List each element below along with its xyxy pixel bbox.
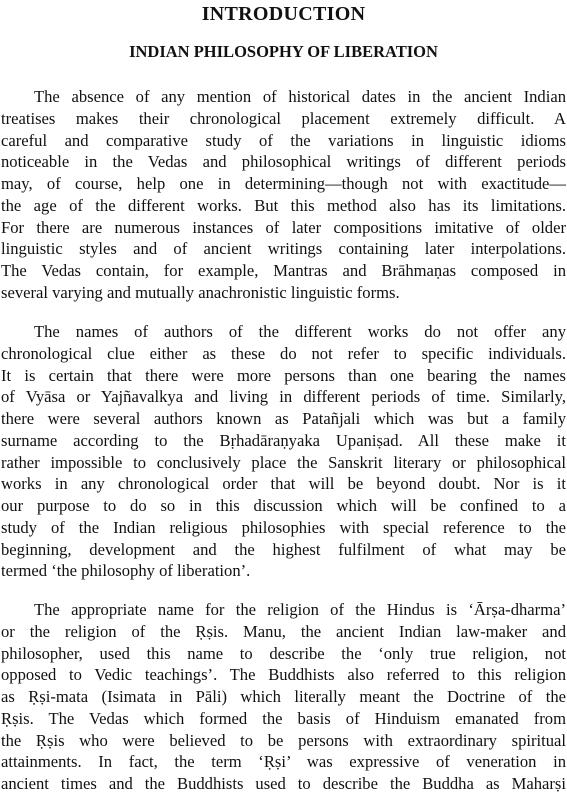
text-line: careful and comparative study of the variations in linguistic idioms	[1, 130, 566, 150]
text-line: rather impossible to conclusively place the Sanskrit literary or philosophical	[1, 452, 566, 472]
text-line: It is certain that there were more persons than one bearing the names	[1, 365, 566, 385]
text-line: For there are numerous instances of later compositions imitative of older	[1, 217, 566, 237]
paragraph-2	[0, 321, 567, 582]
text-line: or the religion of the Ṛṣis. Manu, the ancient Indian law-maker and	[1, 621, 566, 641]
text-line: termed ‘the philosophy of liberation’.	[1, 561, 251, 581]
text-line: there were several authors known as Patañjali which was but a family	[1, 409, 566, 428]
text-line: philosopher, used this name to describe the ‘only true religion, not	[1, 643, 566, 663]
text-line: linguistic styles and of ancient writings containing later interpolations.	[1, 239, 566, 259]
section-title: INDIAN PHILOSOPHY OF LIBERATION	[129, 42, 438, 61]
text-line: as Ṛṣi-mata (Isimata in Pāli) which literally meant the Doctrine of the	[1, 687, 566, 706]
text-line: chronological clue either as these do not refer to specific individuals.	[1, 343, 566, 363]
chapter-title: INTRODUCTION	[201, 3, 366, 25]
text-line: The Vedas contain, for example, Mantras and Brāhmaṇas composed in	[1, 261, 566, 280]
text-line: several varying and mutually anachronistic linguistic forms.	[1, 282, 400, 302]
text-line: treatises makes their chronological placement extremely difficult. A	[1, 108, 566, 128]
text-line: ancient times and the Buddhists used to describe the Buddha as Maharṣi	[1, 774, 566, 793]
text-line: may, of course, help one in determining—though not with exactitude—	[1, 174, 566, 193]
text-line: Ṛṣis. The Vedas which formed the basis of Hinduism emanated from	[1, 708, 566, 728]
text-line: The absence of any mention of historical dates in the ancient Indian	[34, 87, 566, 106]
text-line: beginning, development and the highest fulfilment of what may be	[1, 539, 566, 559]
text-line: of Vyāsa or Yajñavalkya and living in different periods of time. Similarly,	[1, 387, 566, 407]
paragraph-3	[0, 599, 567, 795]
text-line: attainments. In fact, the term ‘Ṛṣi’ was expressive of veneration in	[1, 752, 566, 772]
text-line: the Ṛṣis who were believed to be persons with extraordinary spiritual	[1, 730, 566, 750]
text-line: study of the Indian religious philosophies with special reference to the	[1, 517, 566, 537]
text-line: surname according to the Bṛhadāraṇyaka Upaniṣad. All these make it	[1, 430, 566, 450]
text-line: the age of the different works. But this method also has its limitations.	[1, 195, 566, 215]
text-line: works in any chronological order that will be beyond doubt. Nor is it	[1, 474, 566, 494]
text-line: opposed to Vedic teachings’. The Buddhists also referred to this religion	[1, 665, 566, 685]
text-line: The appropriate name for the religion of the Hindus is ‘Ārṣa-dharma’	[34, 600, 566, 619]
paragraph-1	[0, 86, 567, 304]
text-line: noticeable in the Vedas and philosophical writings of different periods	[1, 152, 566, 172]
text-line: The names of authors of the different works do not offer any	[34, 322, 566, 341]
text-line: our purpose to do so in this discussion which will be confined to a	[1, 496, 566, 515]
